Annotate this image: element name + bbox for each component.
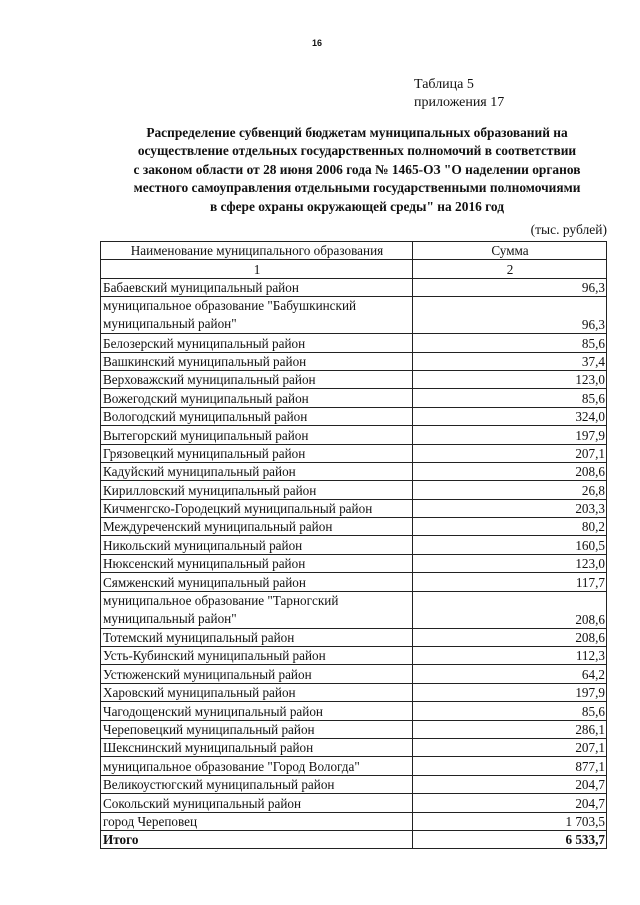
table-row — [101, 334, 607, 352]
subsidy-amount: 286,1 — [412, 720, 606, 738]
table-row — [101, 278, 607, 296]
municipality-name: Верховажский муниципальный район — [101, 370, 413, 388]
municipality-name: Вологодский муниципальный район — [101, 407, 413, 425]
table-row — [101, 628, 607, 646]
table-row — [101, 518, 607, 536]
table-row — [101, 554, 607, 572]
page-number: 16 — [312, 38, 323, 48]
subsidy-amount: 204,7 — [412, 775, 606, 793]
title-line: с законом области от 28 июня 2006 года № 1465-ОЗ "О наделении органов — [133, 161, 581, 177]
table-row — [101, 462, 607, 480]
table-row — [101, 738, 607, 756]
municipality-name: Нюксенский муниципальный район — [101, 554, 413, 572]
subsidy-amount: 85,6 — [412, 389, 606, 407]
table-row — [101, 702, 607, 720]
municipality-name: Шекснинский муниципальный район — [101, 738, 413, 756]
subsidy-amount: 117,7 — [412, 573, 606, 591]
column-number-row — [101, 260, 607, 278]
table-row — [101, 775, 607, 793]
subsidy-amount: 324,0 — [412, 407, 606, 425]
municipality-name: город Череповец — [101, 812, 413, 830]
column-number-2: 2 — [412, 260, 606, 278]
table-row — [101, 536, 607, 554]
subsidy-amount: 204,7 — [412, 794, 606, 812]
municipality-name: муниципальное образование "Тарногский муниципальный район" — [101, 591, 413, 628]
title-line: осуществление отдельных государственных полномочий в соответствии — [137, 143, 577, 159]
municipality-name: Междуреченский муниципальный район — [101, 518, 413, 536]
subsidy-amount: 160,5 — [412, 536, 606, 554]
table-row — [101, 757, 607, 775]
table-row — [101, 444, 607, 462]
title-line: в сфере охраны окружающей среды" на 2016 год — [209, 198, 505, 214]
subsidy-amount: 96,3 — [412, 297, 606, 334]
municipality-name: Бабаевский муниципальный район — [101, 278, 413, 296]
subsidy-amount: 207,1 — [412, 444, 606, 462]
subsidy-amount: 37,4 — [412, 352, 606, 370]
document-title — [110, 124, 604, 216]
subsidy-amount: 96,3 — [412, 278, 606, 296]
municipality-name: муниципальное образование "Бабушкинский муниципальный район" — [101, 297, 413, 334]
table-ref-line-2: приложения 17 — [414, 95, 505, 110]
municipality-name: Тотемский муниципальный район — [101, 628, 413, 646]
header-sum: Сумма — [412, 242, 606, 260]
table-row — [101, 407, 607, 425]
title-line: местного самоуправления отдельными государственными полномочиями — [133, 180, 581, 196]
municipality-name: Сокольский муниципальный район — [101, 794, 413, 812]
municipality-name: Харовский муниципальный район — [101, 683, 413, 701]
municipality-name: Грязовецкий муниципальный район — [101, 444, 413, 462]
municipality-name: Кадуйский муниципальный район — [101, 462, 413, 480]
municipality-name: Вытегорский муниципальный район — [101, 426, 413, 444]
table-row — [101, 573, 607, 591]
title-line: Распределение субвенций бюджетам муниципальных образований на — [146, 125, 568, 140]
subsidy-amount: 123,0 — [412, 370, 606, 388]
subsidy-amount: 203,3 — [412, 499, 606, 517]
subsidy-amount: 197,9 — [412, 426, 606, 444]
subsidy-amount: 112,3 — [412, 647, 606, 665]
header-name: Наименование муниципального образования — [101, 242, 413, 260]
municipality-name: Вашкинский муниципальный район — [101, 352, 413, 370]
municipality-name: Усть-Кубинский муниципальный район — [101, 647, 413, 665]
table-row — [101, 297, 607, 334]
municipality-name: Сямженский муниципальный район — [101, 573, 413, 591]
subsidy-amount: 208,6 — [412, 628, 606, 646]
column-number-1: 1 — [101, 260, 413, 278]
subsidy-amount: 197,9 — [412, 683, 606, 701]
table-row — [101, 370, 607, 388]
subsidy-amount: 877,1 — [412, 757, 606, 775]
subsidy-table — [100, 241, 607, 849]
subsidy-amount: 80,2 — [412, 518, 606, 536]
table-ref-line-1: Таблица 5 — [414, 77, 474, 92]
table-row — [101, 426, 607, 444]
table-row — [101, 389, 607, 407]
total-row — [101, 830, 607, 848]
table-header-row — [101, 242, 607, 260]
total-amount: 6 533,7 — [412, 830, 606, 848]
subsidy-amount: 208,6 — [412, 591, 606, 628]
table-row — [101, 720, 607, 738]
municipality-name: Великоустюгский муниципальный район — [101, 775, 413, 793]
total-label: Итого — [101, 830, 413, 848]
table-reference — [414, 76, 504, 112]
table-row — [101, 499, 607, 517]
table-row — [101, 591, 607, 628]
municipality-name: Кирилловский муниципальный район — [101, 481, 413, 499]
table-row — [101, 481, 607, 499]
municipality-name: муниципальное образование "Город Вологда" — [101, 757, 413, 775]
table-row — [101, 647, 607, 665]
municipality-name: Вожегодский муниципальный район — [101, 389, 413, 407]
subsidy-amount: 207,1 — [412, 738, 606, 756]
municipality-name: Белозерский муниципальный район — [101, 334, 413, 352]
municipality-name: Чагодощенский муниципальный район — [101, 702, 413, 720]
subsidy-amount: 64,2 — [412, 665, 606, 683]
municipality-name: Кичменгско-Городецкий муниципальный район — [101, 499, 413, 517]
table-row — [101, 794, 607, 812]
municipality-name: Череповецкий муниципальный район — [101, 720, 413, 738]
subsidy-amount: 85,6 — [412, 334, 606, 352]
subsidy-amount: 26,8 — [412, 481, 606, 499]
table-row — [101, 683, 607, 701]
subsidy-amount: 1 703,5 — [412, 812, 606, 830]
municipality-name: Устюженский муниципальный район — [101, 665, 413, 683]
subsidy-amount: 208,6 — [412, 462, 606, 480]
units-label: (тыс. рублей) — [530, 222, 607, 237]
municipality-name: Никольский муниципальный район — [101, 536, 413, 554]
subsidy-amount: 123,0 — [412, 554, 606, 572]
table-row — [101, 812, 607, 830]
table-row — [101, 352, 607, 370]
table-row — [101, 665, 607, 683]
subsidy-amount: 85,6 — [412, 702, 606, 720]
